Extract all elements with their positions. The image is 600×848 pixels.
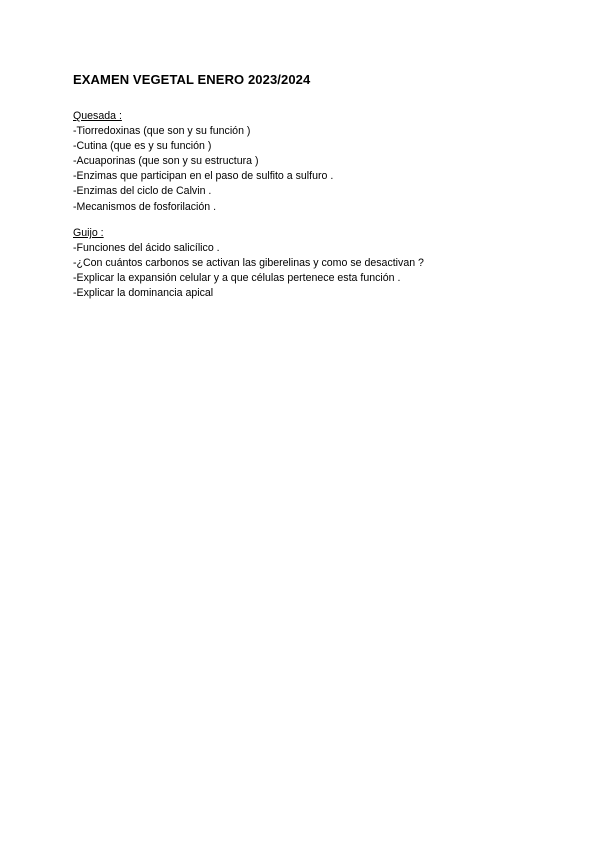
question-item: -¿Con cuántos carbonos se activan las giberelinas y como se desactivan ? xyxy=(73,257,424,270)
question-item: -Explicar la dominancia apical xyxy=(73,287,214,300)
section-heading: Guijo : xyxy=(73,227,104,239)
question-item: -Acuaporinas (que son y su estructura ) xyxy=(73,155,259,168)
section-quesada xyxy=(73,109,333,215)
question-item: -Cutina (que es y su función ) xyxy=(73,140,212,153)
question-item: -Funciones del ácido salicílico . xyxy=(73,242,220,255)
question-item: -Mecanismos de fosforilación . xyxy=(73,200,217,213)
question-item: -Explicar la expansión celular y a que células pertenece esta función . xyxy=(73,272,401,285)
question-item: -Enzimas que participan en el paso de sulfito a sulfuro . xyxy=(73,170,334,183)
question-item: -Tiorredoxinas (que son y su función ) xyxy=(73,125,251,138)
document-title: EXAMEN VEGETAL ENERO 2023/2024 xyxy=(73,72,311,87)
section-heading: Quesada : xyxy=(73,110,122,122)
section-guijo xyxy=(73,226,424,301)
question-item: -Enzimas del ciclo de Calvin . xyxy=(73,185,212,198)
